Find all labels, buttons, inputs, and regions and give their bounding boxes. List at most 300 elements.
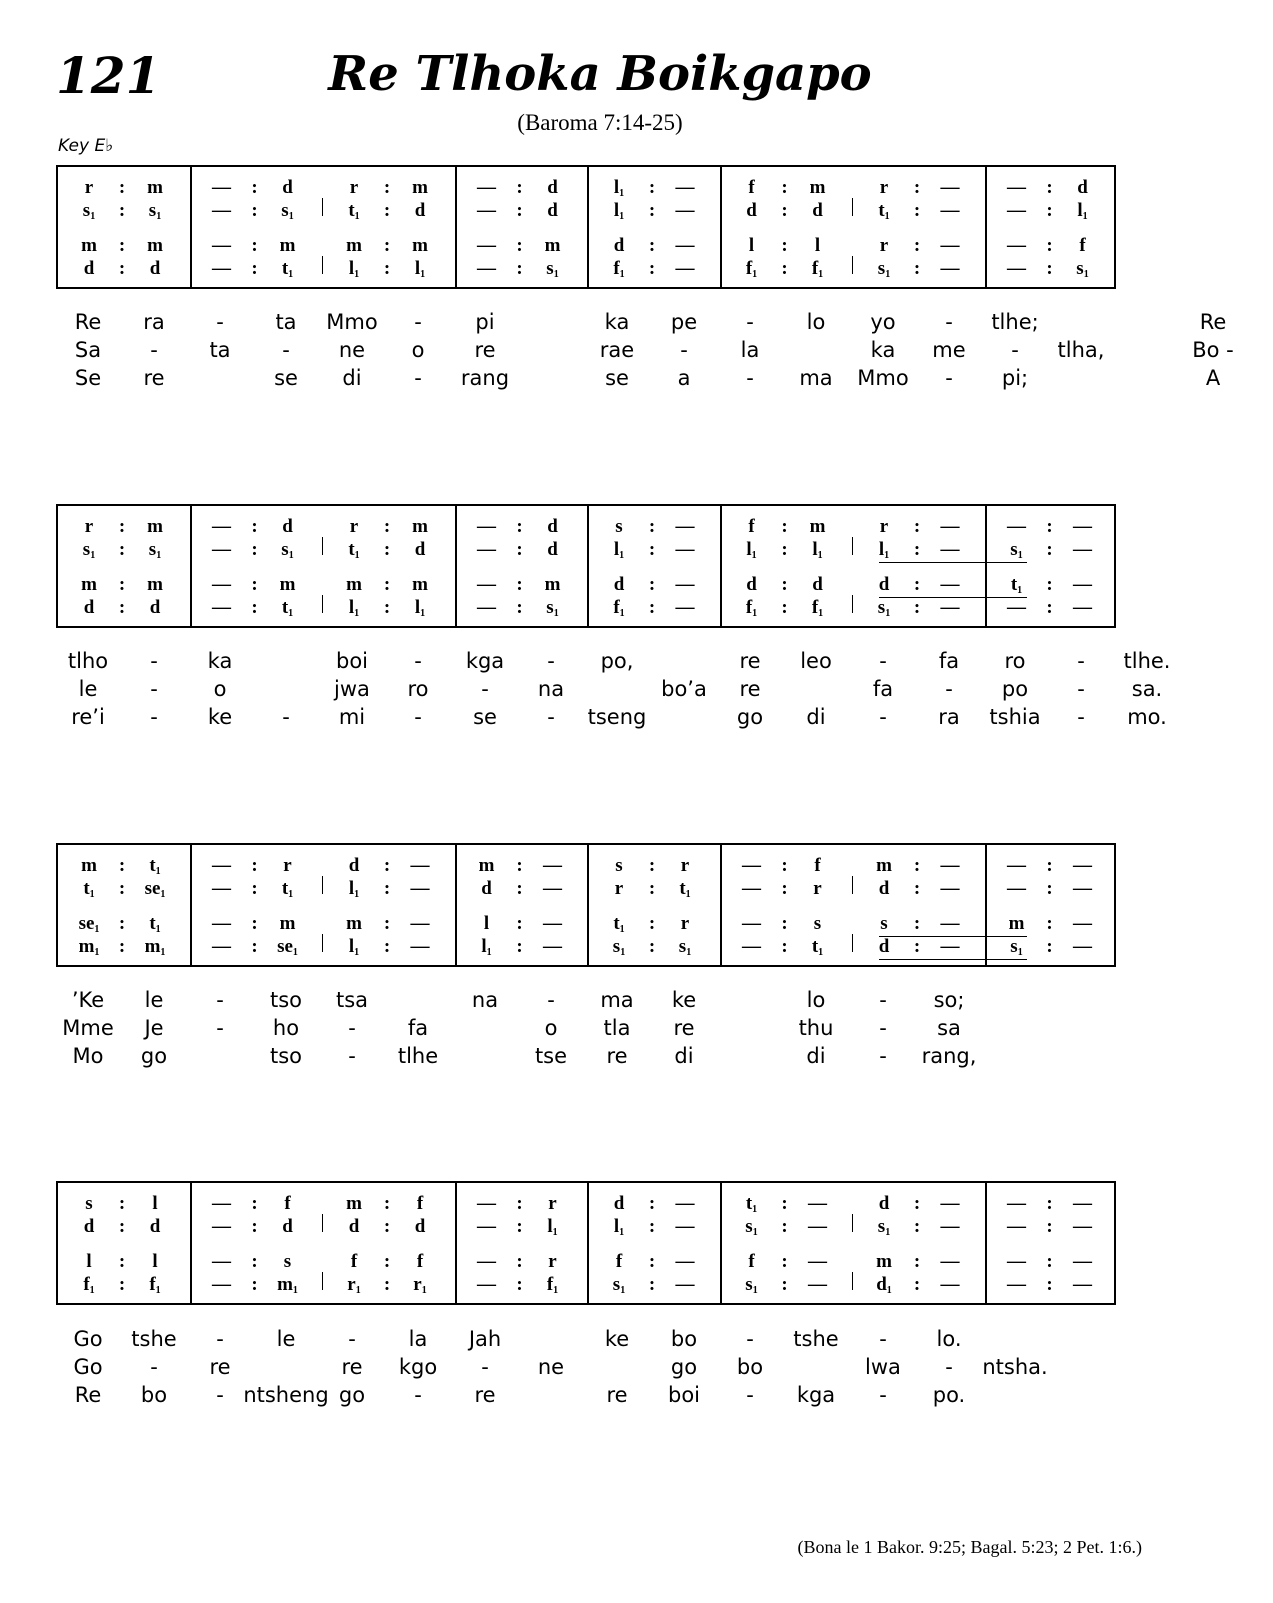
- beat-colon: :: [1046, 177, 1053, 198]
- solfa-note: —: [543, 936, 562, 957]
- beat-colon: :: [781, 235, 788, 256]
- lyric-syllable: re: [673, 1016, 695, 1040]
- lyric-syllable: bo: [736, 1355, 764, 1379]
- solfa-note: —: [477, 516, 496, 537]
- lyric-syllable: ne: [338, 338, 366, 362]
- barline: [587, 845, 589, 965]
- solfa-note: —: [1073, 1193, 1092, 1214]
- beat-colon: :: [1046, 1274, 1053, 1295]
- beat-colon: :: [781, 1216, 788, 1237]
- solfa-note: r: [614, 878, 624, 899]
- solfa-note: f: [416, 1193, 424, 1214]
- lyric-syllable: -: [945, 310, 953, 334]
- solfa-note: s: [615, 855, 623, 876]
- lyric-syllable: ma: [799, 366, 833, 390]
- lyric-syllable: -: [481, 1355, 489, 1379]
- beat-colon: :: [383, 200, 391, 221]
- solfa-note: d: [746, 200, 757, 221]
- beat-colon: :: [118, 235, 126, 256]
- beat-colon: :: [1046, 1193, 1053, 1214]
- beat-colon: :: [648, 235, 656, 256]
- solfa-note: f: [1079, 235, 1086, 256]
- beat-colon: :: [251, 1274, 258, 1295]
- beat-colon: :: [383, 913, 391, 934]
- solfa-note: —: [940, 936, 960, 957]
- beat-colon: :: [913, 1216, 921, 1237]
- beat-colon: :: [648, 200, 656, 221]
- solfa-note: —: [742, 913, 761, 934]
- lyric-syllable: pi: [475, 310, 495, 334]
- solfa-note: m: [279, 235, 296, 256]
- beat-separator: [322, 595, 323, 613]
- beat-colon: :: [251, 539, 258, 560]
- solfa-note: —: [1007, 855, 1026, 876]
- barline: [720, 506, 722, 626]
- beat-colon: :: [383, 177, 391, 198]
- lyric-syllable: go: [338, 1383, 366, 1407]
- beat-colon: :: [913, 597, 921, 618]
- solfa-note: $m_1$: [144, 936, 166, 958]
- solfa-note: —: [940, 878, 960, 899]
- beat-colon: :: [1046, 516, 1053, 537]
- lyric-syllable: tseng: [587, 705, 647, 729]
- slur-line: [879, 959, 1027, 960]
- solfa-note: $l_1$: [746, 539, 757, 561]
- solfa-note: $s_1$: [678, 936, 692, 958]
- music-system: [56, 504, 1116, 628]
- solfa-note: —: [940, 1251, 960, 1272]
- lyric-syllable: -: [414, 705, 422, 729]
- beat-colon: :: [118, 574, 126, 595]
- beat-colon: :: [251, 177, 258, 198]
- solfa-note: —: [477, 200, 496, 221]
- beat-colon: :: [383, 1193, 391, 1214]
- beat-colon: :: [118, 177, 126, 198]
- lyric-syllable: ma: [600, 988, 634, 1012]
- lyric-syllable: go: [670, 1355, 698, 1379]
- solfa-note: s: [813, 913, 822, 934]
- beat-colon: :: [781, 1274, 788, 1295]
- solfa-note: f: [615, 1251, 623, 1272]
- solfa-note: m: [279, 574, 296, 595]
- solfa-note: —: [1007, 200, 1026, 221]
- solfa-note: r: [813, 878, 822, 899]
- solfa-note: m: [81, 235, 97, 256]
- beat-colon: :: [251, 597, 258, 618]
- beat-separator: [852, 256, 853, 274]
- beat-colon: :: [251, 516, 258, 537]
- beat-colon: :: [781, 1251, 788, 1272]
- beat-colon: :: [516, 1216, 523, 1237]
- beat-colon: :: [913, 574, 921, 595]
- lyric-syllable: re: [606, 1044, 628, 1068]
- beat-colon: :: [781, 539, 788, 560]
- solfa-note: $d_1$: [876, 1274, 892, 1296]
- lyric-syllable: ne: [537, 1355, 565, 1379]
- solfa-note: $s_1$: [148, 539, 162, 561]
- lyric-syllable: tshe: [793, 1327, 839, 1351]
- lyric-syllable: Jah: [468, 1327, 502, 1351]
- solfa-note: —: [1007, 235, 1026, 256]
- solfa-note: d: [613, 1193, 625, 1214]
- lyric-syllable: pe: [670, 310, 698, 334]
- lyric-syllable: sa: [937, 1016, 961, 1040]
- beat-separator: [322, 537, 323, 555]
- solfa-note: d: [83, 1216, 95, 1237]
- solfa-note: —: [212, 878, 231, 899]
- lyric-syllable: ra: [938, 705, 960, 729]
- solfa-note: —: [1007, 878, 1026, 899]
- beat-separator: [322, 876, 323, 894]
- solfa-note: m: [809, 177, 826, 198]
- lyric-syllable: o: [213, 677, 227, 701]
- solfa-note: —: [212, 258, 231, 279]
- lyric-syllable: -: [879, 1016, 887, 1040]
- beat-colon: :: [648, 597, 656, 618]
- solfa-note: m: [346, 574, 362, 595]
- lyric-syllable: di: [806, 1044, 826, 1068]
- solfa-note: —: [477, 597, 496, 618]
- barline: [985, 1183, 987, 1303]
- beat-separator: [852, 1214, 853, 1232]
- solfa-note: $r_1$: [347, 1274, 361, 1296]
- solfa-note: —: [1007, 516, 1026, 537]
- beat-colon: :: [648, 1251, 656, 1272]
- beat-colon: :: [913, 1193, 921, 1214]
- solfa-note: m: [1008, 913, 1025, 934]
- solfa-note: d: [414, 1216, 426, 1237]
- solfa-note: —: [212, 1216, 231, 1237]
- beat-colon: :: [648, 516, 656, 537]
- beat-separator: [852, 198, 853, 216]
- lyric-syllable: Re: [74, 310, 102, 334]
- beat-colon: :: [648, 539, 656, 560]
- lyric-syllable: o: [411, 338, 425, 362]
- solfa-note: —: [675, 177, 695, 198]
- lyric-syllable: -: [481, 677, 489, 701]
- beat-colon: :: [251, 913, 258, 934]
- lyric-syllable: po,: [600, 649, 634, 673]
- solfa-note: —: [675, 597, 695, 618]
- lyric-syllable: ro: [1004, 649, 1026, 673]
- solfa-note: $l_1$: [1077, 200, 1088, 222]
- beat-colon: :: [516, 516, 523, 537]
- lyric-syllable: -: [282, 338, 290, 362]
- solfa-note: —: [1007, 1274, 1026, 1295]
- lyric-syllable: le: [144, 988, 164, 1012]
- solfa-note: $f_1$: [546, 1274, 559, 1296]
- solfa-note: —: [212, 936, 231, 957]
- lyric-syllable: go: [736, 705, 764, 729]
- beat-colon: :: [648, 936, 656, 957]
- solfa-note: $f_1$: [811, 597, 824, 619]
- lyric-syllable: re: [143, 366, 165, 390]
- beat-colon: :: [251, 1251, 258, 1272]
- solfa-note: s: [85, 1193, 93, 1214]
- solfa-note: d: [83, 258, 95, 279]
- beat-colon: :: [383, 936, 391, 957]
- barline: [720, 845, 722, 965]
- solfa-note: —: [1007, 597, 1026, 618]
- solfa-note: d: [83, 597, 95, 618]
- solfa-note: m: [478, 855, 495, 876]
- key-signature: Key E♭: [58, 136, 114, 156]
- lyric-syllable: Re: [74, 1383, 102, 1407]
- solfa-note: $t_1$: [679, 878, 691, 900]
- solfa-note: $l_1$: [481, 936, 492, 958]
- solfa-note: $l_1$: [348, 597, 360, 619]
- solfa-note: r: [879, 235, 889, 256]
- lyric-syllable: -: [879, 705, 887, 729]
- beat-colon: :: [118, 539, 126, 560]
- beat-colon: :: [383, 574, 391, 595]
- solfa-note: d: [613, 574, 625, 595]
- lyric-syllable: ta: [275, 310, 297, 334]
- solfa-note: $l_1$: [613, 200, 625, 222]
- solfa-note: —: [212, 574, 231, 595]
- lyric-syllable: so;: [933, 988, 965, 1012]
- lyric-syllable: -: [150, 677, 158, 701]
- lyric-syllable: kga: [796, 1383, 836, 1407]
- solfa-note: d: [547, 177, 558, 198]
- solfa-note: m: [147, 235, 163, 256]
- lyric-syllable: re: [739, 677, 761, 701]
- solfa-note: m: [544, 574, 561, 595]
- beat-colon: :: [516, 235, 523, 256]
- beat-colon: :: [383, 1216, 391, 1237]
- lyric-syllable: tla: [603, 1016, 631, 1040]
- solfa-note: —: [477, 574, 496, 595]
- solfa-note: —: [1073, 1274, 1092, 1295]
- solfa-note: —: [212, 235, 231, 256]
- solfa-note: $t_1$: [878, 200, 890, 222]
- barline: [455, 506, 457, 626]
- lyric-syllable: rae: [599, 338, 635, 362]
- beat-separator: [852, 537, 853, 555]
- solfa-note: m: [412, 574, 428, 595]
- solfa-note: —: [940, 235, 960, 256]
- solfa-note: $l_1$: [878, 539, 890, 561]
- solfa-note: m: [412, 235, 428, 256]
- lyric-syllable: -: [547, 649, 555, 673]
- solfa-note: d: [878, 574, 890, 595]
- solfa-note: m: [346, 1193, 362, 1214]
- beat-colon: :: [516, 597, 523, 618]
- beat-colon: :: [1046, 913, 1053, 934]
- solfa-note: f: [284, 1193, 291, 1214]
- beat-colon: :: [383, 878, 391, 899]
- slur-line: [879, 597, 1027, 598]
- beat-colon: :: [648, 574, 656, 595]
- beat-colon: :: [118, 936, 126, 957]
- solfa-note: —: [477, 1274, 496, 1295]
- lyric-syllable: tlhe: [397, 1044, 439, 1068]
- beat-colon: :: [1046, 1251, 1053, 1272]
- beat-separator: [852, 1272, 853, 1290]
- solfa-note: d: [481, 878, 492, 899]
- solfa-note: —: [675, 1274, 695, 1295]
- lyric-syllable: rang,: [921, 1044, 977, 1068]
- solfa-note: $t_1$: [149, 855, 161, 877]
- solfa-note: d: [547, 516, 558, 537]
- beat-colon: :: [516, 936, 523, 957]
- solfa-note: —: [1073, 936, 1092, 957]
- lyric-syllable: re: [209, 1355, 231, 1379]
- lyric-syllable: lo.: [936, 1327, 962, 1351]
- solfa-note: —: [742, 878, 761, 899]
- solfa-note: $t_1$: [281, 878, 294, 900]
- lyric-syllable: se: [473, 705, 497, 729]
- lyric-syllable: -: [216, 1016, 224, 1040]
- solfa-note: d: [414, 539, 426, 560]
- solfa-note: d: [282, 516, 293, 537]
- beat-colon: :: [383, 539, 391, 560]
- solfa-note: —: [212, 913, 231, 934]
- solfa-note: —: [1007, 1251, 1026, 1272]
- beat-colon: :: [251, 936, 258, 957]
- lyric-syllable: Bo -: [1192, 338, 1234, 362]
- slur-line: [879, 936, 1027, 937]
- lyric-syllable: re’i: [71, 705, 105, 729]
- solfa-note: $r_1$: [413, 1274, 427, 1296]
- beat-colon: :: [781, 597, 788, 618]
- beat-colon: :: [383, 1251, 391, 1272]
- lyric-syllable: tsa: [335, 988, 369, 1012]
- barline: [190, 1183, 192, 1303]
- lyric-syllable: A: [1205, 366, 1221, 390]
- solfa-note: $f_1$: [613, 258, 625, 280]
- solfa-note: —: [477, 177, 496, 198]
- solfa-note: d: [547, 200, 558, 221]
- lyric-syllable: -: [414, 1383, 422, 1407]
- solfa-note: r: [548, 1251, 557, 1272]
- lyric-syllable: mo.: [1127, 705, 1167, 729]
- solfa-note: $t_1$: [348, 539, 360, 561]
- solfa-note: $l_1$: [812, 539, 823, 561]
- solfa-note: $t_1$: [1010, 574, 1023, 596]
- solfa-note: —: [212, 516, 231, 537]
- barline: [587, 506, 589, 626]
- solfa-note: —: [543, 878, 562, 899]
- beat-colon: :: [1046, 200, 1053, 221]
- solfa-note: m: [412, 177, 428, 198]
- lyric-syllable: na: [537, 677, 565, 701]
- beat-colon: :: [383, 516, 391, 537]
- solfa-note: —: [477, 235, 496, 256]
- lyric-syllable: a: [677, 366, 691, 390]
- barline: [455, 167, 457, 287]
- solfa-note: $s_1$: [82, 200, 96, 222]
- solfa-note: $t_1$: [811, 936, 824, 958]
- beat-colon: :: [781, 516, 788, 537]
- beat-colon: :: [251, 574, 258, 595]
- solfa-note: d: [282, 1216, 293, 1237]
- solfa-note: $s_1$: [612, 936, 626, 958]
- lyric-syllable: mi: [338, 705, 366, 729]
- solfa-note: m: [81, 855, 97, 876]
- lyric-syllable: la: [740, 338, 760, 362]
- solfa-note: $s_1$: [745, 1274, 758, 1296]
- beat-colon: :: [516, 1274, 523, 1295]
- solfa-note: —: [808, 1251, 827, 1272]
- solfa-note: —: [940, 1193, 960, 1214]
- solfa-note: —: [212, 855, 231, 876]
- solfa-note: —: [1073, 878, 1092, 899]
- solfa-note: —: [808, 1193, 827, 1214]
- lyric-syllable: fa: [938, 649, 960, 673]
- lyric-syllable: ke: [604, 1327, 630, 1351]
- solfa-note: $s_1$: [745, 1216, 758, 1238]
- lyric-syllable: kgo: [398, 1355, 438, 1379]
- lyric-syllable: po.: [932, 1383, 966, 1407]
- solfa-note: $l_1$: [414, 258, 426, 280]
- page-title: Re Tlhoka Boikgapo: [328, 46, 872, 102]
- solfa-note: d: [547, 539, 558, 560]
- solfa-note: f: [416, 1251, 424, 1272]
- lyric-syllable: ka: [604, 310, 630, 334]
- lyric-syllable: se: [605, 366, 629, 390]
- lyric-syllable: -: [1077, 649, 1085, 673]
- beat-colon: :: [781, 855, 788, 876]
- solfa-note: $s_1$: [877, 1216, 891, 1238]
- lyric-syllable: jwa: [334, 677, 370, 701]
- solfa-note: r: [84, 516, 94, 537]
- lyric-syllable: Mo: [72, 1044, 104, 1068]
- lyric-syllable: se: [274, 366, 298, 390]
- beat-colon: :: [118, 913, 126, 934]
- solfa-note: —: [410, 878, 430, 899]
- solfa-note: $s_1$: [877, 258, 891, 280]
- solfa-note: d: [348, 855, 360, 876]
- beat-colon: :: [781, 913, 788, 934]
- solfa-note: —: [1007, 1216, 1026, 1237]
- beat-colon: :: [913, 258, 921, 279]
- beat-colon: :: [648, 913, 656, 934]
- solfa-note: —: [212, 200, 231, 221]
- solfa-note: —: [675, 574, 695, 595]
- solfa-note: l: [152, 1193, 158, 1214]
- beat-colon: :: [781, 1193, 788, 1214]
- solfa-note: l: [152, 1251, 158, 1272]
- lyric-syllable: Mmo: [326, 310, 378, 334]
- solfa-note: —: [212, 1251, 231, 1272]
- solfa-note: r: [84, 177, 94, 198]
- solfa-note: —: [675, 516, 695, 537]
- solfa-note: l: [86, 1251, 92, 1272]
- lyric-syllable: rang: [460, 366, 510, 390]
- solfa-note: $s_1$: [1010, 936, 1023, 958]
- lyric-syllable: po: [1001, 677, 1029, 701]
- solfa-note: $t_1$: [745, 1193, 758, 1215]
- lyric-syllable: ke: [207, 705, 233, 729]
- lyric-syllable: -: [547, 705, 555, 729]
- solfa-note: $s_1$: [546, 258, 559, 280]
- beat-colon: :: [516, 1193, 523, 1214]
- lyric-syllable: -: [216, 1383, 224, 1407]
- beat-colon: :: [913, 235, 921, 256]
- lyric-syllable: ntsheng: [243, 1383, 329, 1407]
- lyric-syllable: lo: [806, 988, 826, 1012]
- solfa-note: m: [876, 855, 892, 876]
- lyric-syllable: tshia: [989, 705, 1041, 729]
- beat-colon: :: [516, 913, 523, 934]
- lyric-syllable: di: [342, 366, 362, 390]
- solfa-note: —: [940, 539, 960, 560]
- lyric-syllable: -: [879, 1383, 887, 1407]
- lyric-syllable: -: [348, 1016, 356, 1040]
- beat-separator: [322, 1214, 323, 1232]
- beat-colon: :: [118, 258, 126, 279]
